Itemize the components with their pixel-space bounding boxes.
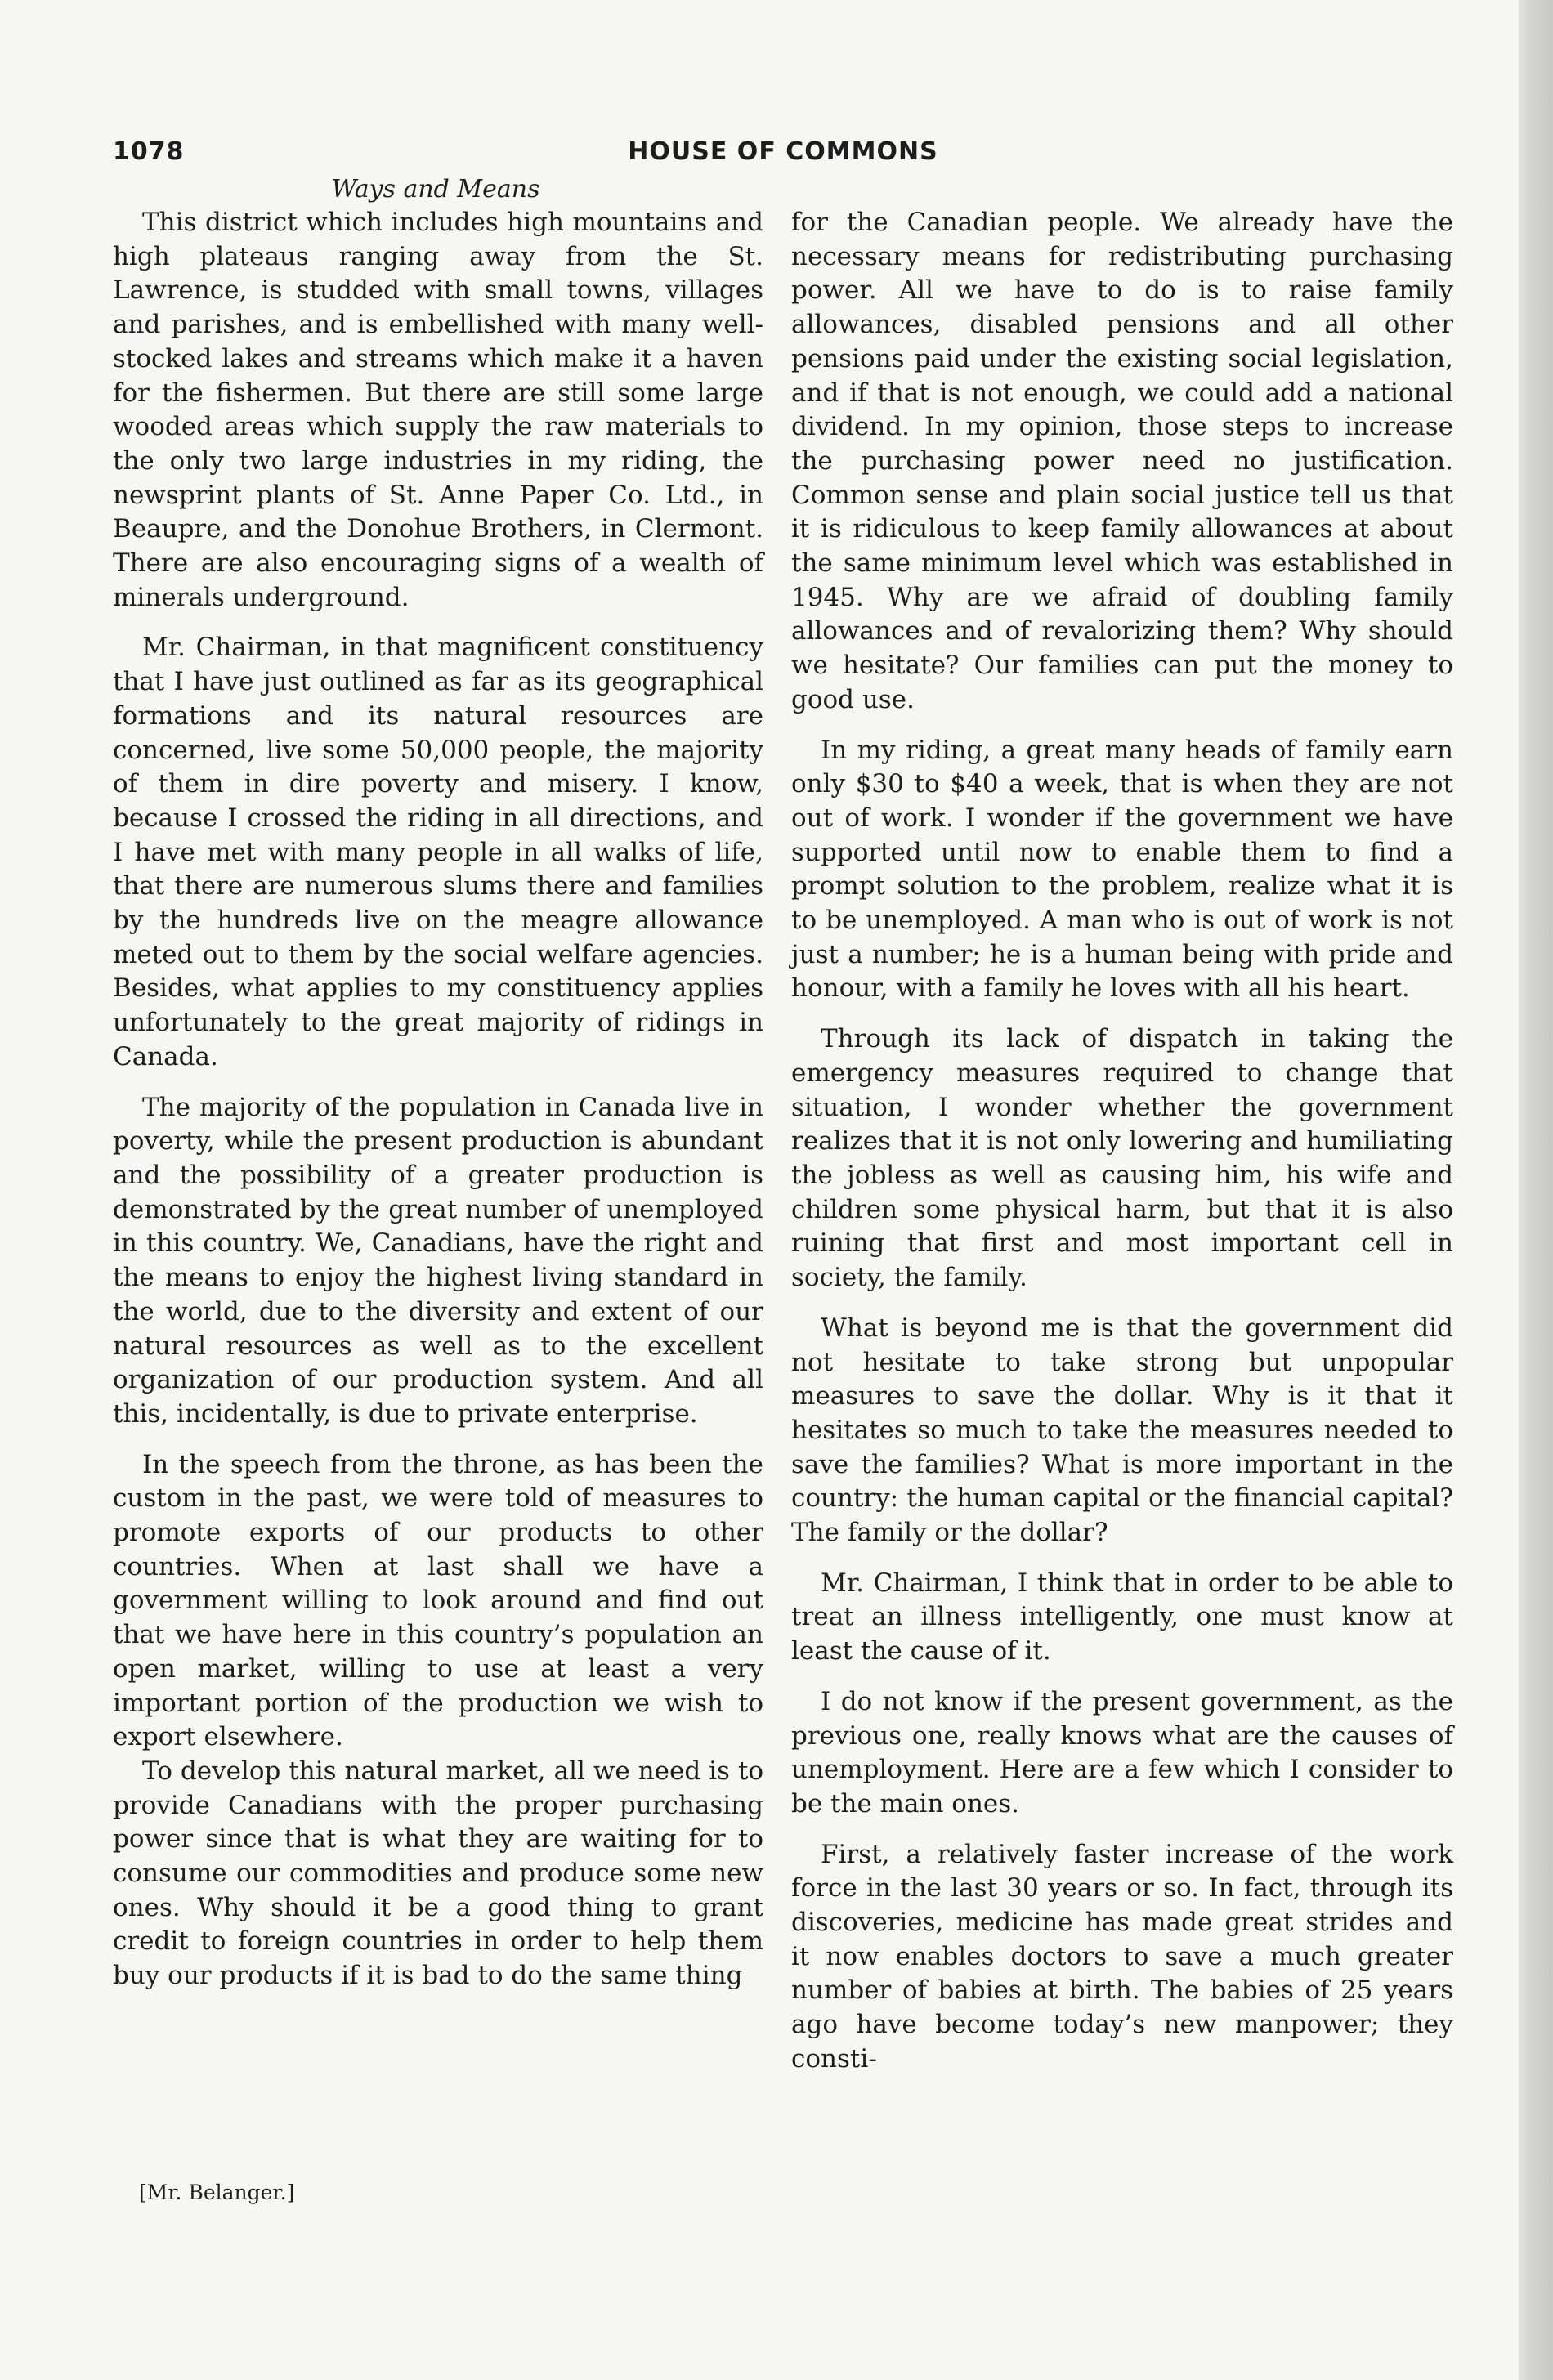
paragraph: for the Canadian people. We already have the necessary means for redistributing purchasing power. All we have to do is to raise family allowances, disabled pensions and all other pensions paid under the existing social legislation, and if that is not enough, we could add a national dividend. In my opinion, those steps to increase the purchasing power need no justification. Common sense and plain social justice tell us that it is ridiculous to keep family allowances at about the same minimum level which was established in 1945. Why are we afraid of doubling family allowances and of revalorizing them? Why should we hesitate? Our families can put the money to good use. [791, 208, 1453, 714]
paragraph: What is beyond me is that the government did not hesitate to take strong but unpopular measures to save the dollar. Why is it that it hesitates so much to take the measures needed to save the families? What is more important in the country: the human capital or the financial capital? The family or the dollar? [791, 1313, 1453, 1548]
running-title: HOUSE OF COMMONS [628, 137, 938, 166]
paragraph: The majority of the population in Canada live in poverty, while the present production is abundant and the possibility of a greater production is demonstrated by the great number of unemployed in this country. We, Canadians, have the right and the means to enjoy the highest living standard in the world, due to the diversity and extent of our natural resources as well as to the excellent organization of our production system. And all this, incidentally, is due to private enterprise. [113, 1092, 763, 1429]
paragraph: In the speech from the throne, as has been the custom in the past, we were told of measures to promote exports of our products to other countries. When at last shall we have a government willing to look around and find out that we have here in this country’s population an open market, willing to use at least a very important portion of the production we wish to export elsewhere. [113, 1449, 763, 1752]
page-header [113, 137, 1453, 170]
left-column [113, 206, 763, 2010]
paragraph: To develop this natural market, all we need is to provide Canadians with the proper purchasing power since that is what they are waiting for to consume our commodities and produce some new ones. Why should it be a good thing to grant credit to foreign countries in order to help them buy our products if it is bad to do the same thing [113, 1756, 763, 1991]
section-title: Ways and Means [331, 175, 540, 204]
page-number: 1078 [113, 137, 185, 166]
paragraph: Mr. Chairman, I think that in order to be able to treat an illness intelligently, one must know at least the cause of it. [791, 1568, 1453, 1666]
paragraph: I do not know if the present government, as the previous one, really knows what are the causes of unemployment. Here are a few which I consider to be the main ones. [791, 1686, 1453, 1819]
right-column [791, 206, 1453, 2093]
page-edge-shadow [1519, 0, 1553, 2380]
speaker-footnote: [Mr. Belanger.] [139, 2181, 295, 2204]
paragraph: Mr. Chairman, in that magnificent constituency that I have just outlined as far as its geographical formations and its natural resources are concerned, live some 50,000 people, the majority of them in dire poverty and misery. I know, because I crossed the riding in all directions, and I have met with many people in all walks of life, that there are numerous slums there and families by the hundreds live on the meagre allowance meted out to them by the social welfare agencies. Besides, what applies to my constituency applies unfortunately to the great majority of ridings in Canada. [113, 633, 763, 1071]
paragraph: Through its lack of dispatch in taking the emergency measures required to change that situation, I wonder whether the government realizes that it is not only lowering and humiliating the jobless as well as causing him, his wife and children some physical harm, but that it is also ruining that first and most important cell in society, the family. [791, 1024, 1453, 1293]
paragraph: This district which includes high mountains and high plateaus ranging away from the St. Lawrence, is studded with small towns, villages and parishes, and is embellished with many well-stocked lakes and streams which make it a haven for the fishermen. But there are still some large wooded areas which supply the raw materials to the only two large industries in my riding, the newsprint plants of St. Anne Paper Co. Ltd., in Beaupre, and the Donohue Brothers, in Clermont. There are also encouraging signs of a wealth of minerals underground. [113, 208, 763, 612]
paragraph: First, a relatively faster increase of the work force in the last 30 years or so. In fact, through its discoveries, medicine has made great strides and it now enables doctors to save a much greater number of babies at birth. The babies of 25 years ago have become today’s new manpower; they consti- [791, 1839, 1453, 2074]
paragraph: In my riding, a great many heads of family earn only $30 to $40 a week, that is when they are not out of work. I wonder if the government we have supported until now to enable them to find a prompt solution to the problem, realize what it is to be unemployed. A man who is out of work is not just a number; he is a human being with pride and honour, with a family he loves with all his heart. [791, 735, 1453, 1004]
